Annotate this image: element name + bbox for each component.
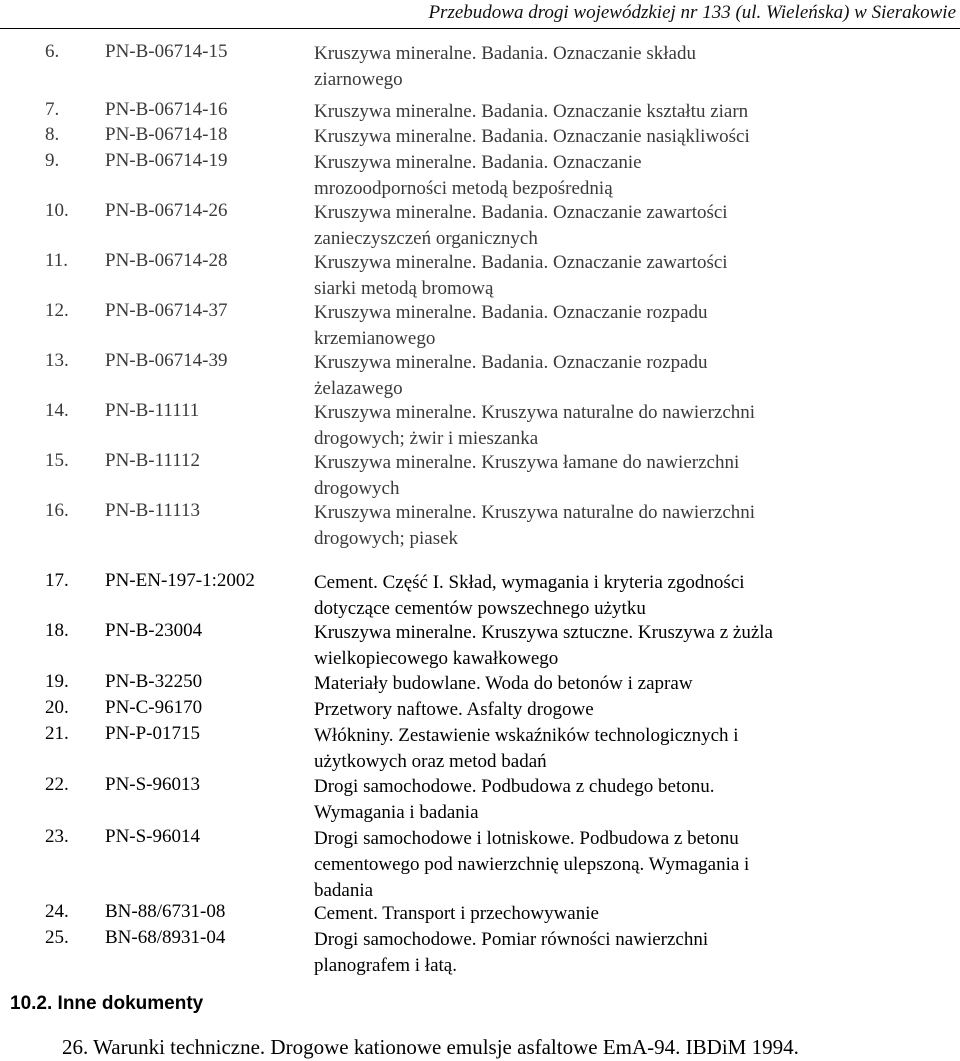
standard-description: [314, 774, 715, 826]
entry-number: 19.: [45, 671, 69, 692]
standard-code: PN-B-06714-18: [105, 124, 228, 145]
standard-code: PN-EN-197-1:2002: [105, 570, 255, 591]
entry-number: 13.: [45, 350, 69, 371]
description-line: badania: [314, 880, 374, 901]
description-line: Cement. Transport i przechowywanie: [314, 903, 599, 924]
description-line: Kruszywa mineralne. Badania. Oznaczanie rozpadu: [314, 352, 708, 373]
standard-description: [314, 250, 728, 302]
standard-code: PN-S-96014: [105, 826, 201, 847]
standard-description: [314, 723, 739, 775]
standard-code: PN-B-06714-19: [105, 150, 228, 171]
description-line: Przetwory naftowe. Asfalty drogowe: [314, 699, 594, 720]
description-line: użytkowych oraz metod badań: [314, 751, 547, 772]
entry-number: 23.: [45, 826, 69, 847]
standard-code: PN-P-01715: [105, 723, 201, 744]
document-title: Przebudowa drogi wojewódzkiej nr 133 (ul. Wieleńska) w Sierakowie: [428, 2, 956, 23]
standard-code: PN-B-11112: [105, 450, 200, 471]
entry-number: 17.: [45, 570, 69, 591]
entry-number: 9.: [45, 150, 60, 171]
description-line: Kruszywa mineralne. Badania. Oznaczanie kształtu ziarn: [314, 101, 749, 122]
standard-code: PN-B-06714-37: [105, 300, 228, 321]
standard-code: PN-B-23004: [105, 620, 203, 641]
section-heading: 10.2. Inne dokumenty: [10, 993, 204, 1014]
description-line: krzemianowego: [314, 328, 436, 349]
entry-number: 21.: [45, 723, 69, 744]
description-line: Kruszywa mineralne. Badania. Oznaczanie składu: [314, 43, 696, 64]
description-line: Kruszywa mineralne. Badania. Oznaczanie rozpadu: [314, 302, 708, 323]
description-line: Wymagania i badania: [314, 802, 479, 823]
standard-description: [314, 99, 748, 125]
standard-description: [314, 150, 642, 202]
standard-description: [314, 927, 708, 979]
entry-number: 20.: [45, 697, 69, 718]
entry-number: 22.: [45, 774, 69, 795]
standard-description: [314, 400, 755, 452]
standard-description: [314, 41, 696, 93]
standard-code: PN-C-96170: [105, 697, 203, 718]
entry-number: 15.: [45, 450, 69, 471]
description-line: dotyczące cementów powszechnego użytku: [314, 598, 646, 619]
standard-description: [314, 300, 708, 352]
description-line: planografem i łatą.: [314, 955, 457, 976]
description-line: Włókniny. Zestawienie wskaźników technologicznych i: [314, 725, 739, 746]
description-line: Kruszywa mineralne. Kruszywa naturalne do nawierzchni: [314, 502, 756, 523]
standard-description: [314, 697, 594, 723]
standard-code: PN-B-06714-26: [105, 200, 228, 221]
description-line: Kruszywa mineralne. Badania. Oznaczanie nasiąkliwości: [314, 126, 750, 147]
standard-description: [314, 901, 599, 927]
description-line: drogowych; piasek: [314, 528, 459, 549]
standard-description: [314, 671, 693, 697]
standard-description: [314, 200, 728, 252]
description-line: drogowych: [314, 478, 400, 499]
standard-code: PN-B-06714-39: [105, 350, 228, 371]
standard-code: PN-B-11113: [105, 500, 200, 521]
entry-number: 16.: [45, 500, 69, 521]
standard-description: [314, 570, 745, 622]
description-line: Kruszywa mineralne. Kruszywa naturalne do nawierzchni: [314, 402, 756, 423]
description-line: Kruszywa mineralne. Kruszywa łamane do nawierzchni: [314, 452, 740, 473]
page-header: [0, 0, 960, 28]
description-line: cementowego pod nawierzchnię ulepszoną. Wymagania i: [314, 854, 750, 875]
entry-number: 8.: [45, 124, 60, 145]
description-line: żelazawego: [314, 378, 403, 399]
entry-number: 14.: [45, 400, 69, 421]
standard-code: PN-B-06714-15: [105, 41, 228, 62]
header-divider: [0, 28, 960, 29]
standard-description: [314, 826, 749, 904]
standard-code: PN-B-06714-28: [105, 250, 228, 271]
entry-number: 12.: [45, 300, 69, 321]
description-line: Kruszywa mineralne. Badania. Oznaczanie zawartości: [314, 202, 728, 223]
entry-number: 18.: [45, 620, 69, 641]
entry-number: 24.: [45, 901, 69, 922]
description-line: Drogi samochodowe. Podbudowa z chudego betonu.: [314, 776, 715, 797]
description-line: Drogi samochodowe. Pomiar równości nawierzchni: [314, 929, 709, 950]
description-line: wielkopiecowego kawałkowego: [314, 648, 559, 669]
entry-number: 10.: [45, 200, 69, 221]
description-line: drogowych; żwir i mieszanka: [314, 428, 539, 449]
description-line: Kruszywa mineralne. Badania. Oznaczanie zawartości: [314, 252, 728, 273]
standard-code: PN-B-06714-16: [105, 99, 228, 120]
standard-description: [314, 350, 708, 402]
standard-code: BN-88/6731-08: [105, 901, 226, 922]
standard-description: [314, 620, 773, 672]
standard-code: PN-S-96013: [105, 774, 201, 795]
standard-code: BN-68/8931-04: [105, 927, 226, 948]
standard-code: PN-B-32250: [105, 671, 203, 692]
description-line: Materiały budowlane. Woda do betonów i zapraw: [314, 673, 693, 694]
entry-number: 25.: [45, 927, 69, 948]
description-line: Drogi samochodowe i lotniskowe. Podbudowa z betonu: [314, 828, 739, 849]
description-line: Kruszywa mineralne. Badania. Oznaczanie: [314, 152, 642, 173]
entry-number: 11.: [45, 250, 69, 271]
standard-description: [314, 450, 739, 502]
standard-description: [314, 500, 755, 552]
standard-code: PN-B-11111: [105, 400, 200, 421]
description-line: Cement. Część I. Skład, wymagania i kryteria zgodności: [314, 572, 745, 593]
entry-number: 7.: [45, 99, 60, 120]
standard-description: [314, 124, 750, 150]
entry-number: 6.: [45, 41, 60, 62]
description-line: Kruszywa mineralne. Kruszywa sztuczne. Kruszywa z żużla: [314, 622, 773, 643]
description-line: siarki metodą bromową: [314, 278, 494, 299]
description-line: mrozoodporności metodą bezpośrednią: [314, 178, 613, 199]
description-line: ziarnowego: [314, 69, 403, 90]
document-item-26: 26. Warunki techniczne. Drogowe kationowe emulsje asfaltowe EmA-94. IBDiM 1994.: [62, 1035, 799, 1059]
description-line: zanieczyszczeń organicznych: [314, 228, 538, 249]
